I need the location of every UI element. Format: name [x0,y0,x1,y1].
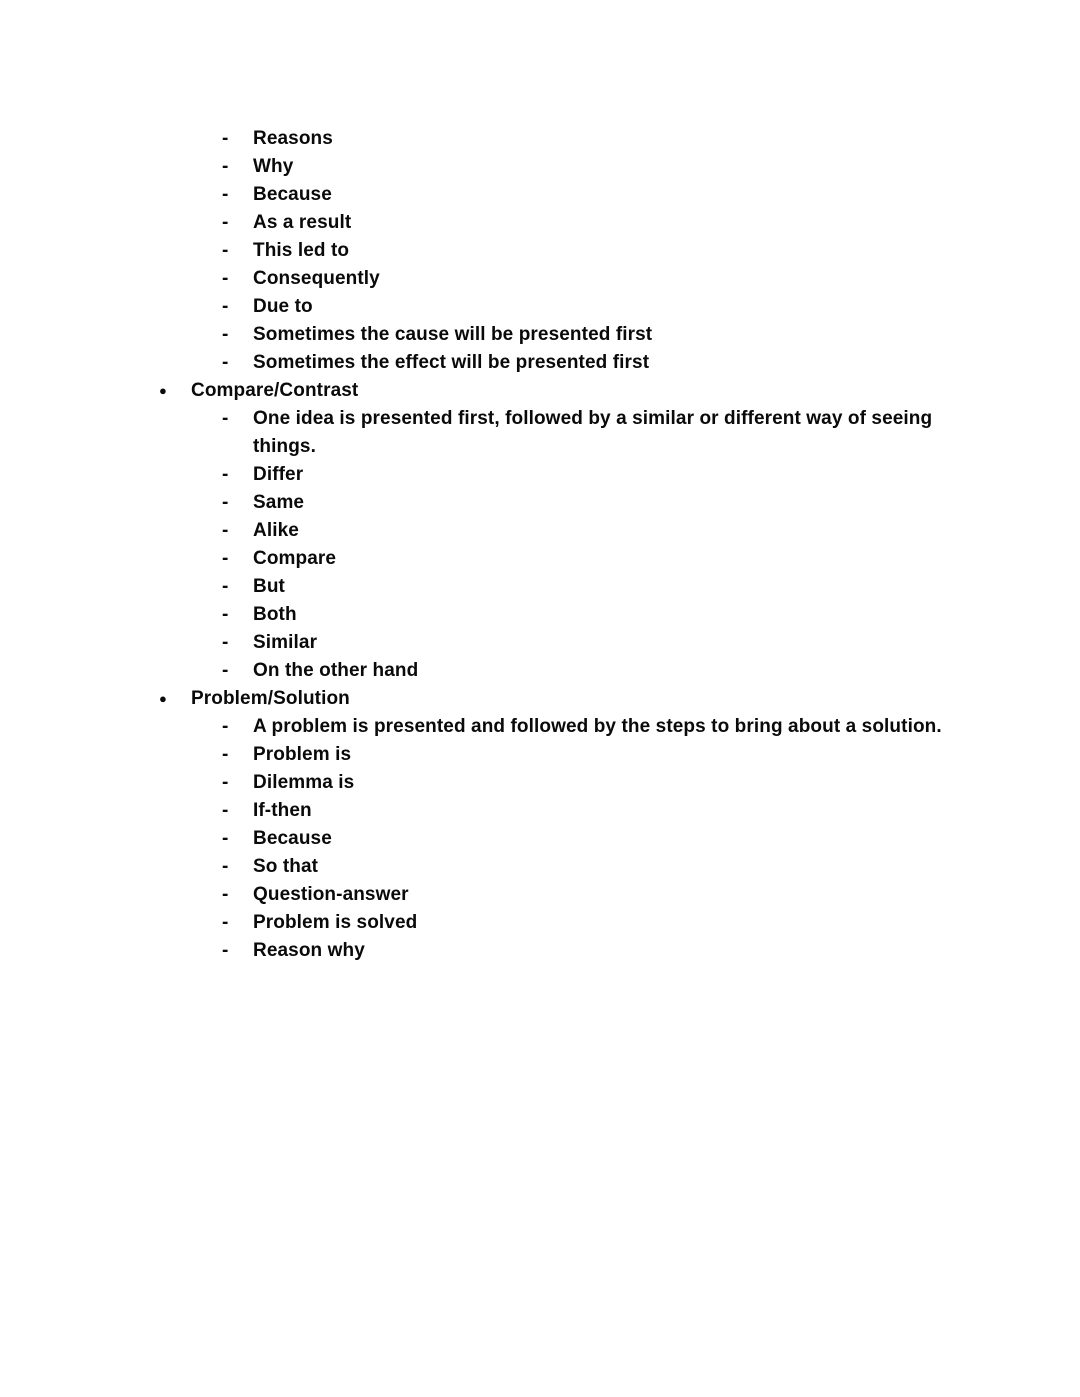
list-item-text: Because [253,828,332,849]
list-item [127,321,953,349]
dash-marker: - [222,240,229,261]
list-item-text: Consequently [253,268,380,289]
bullet-item [127,685,953,713]
dash-marker: - [222,268,229,289]
list-item-text: Due to [253,296,313,317]
list-item [127,741,953,769]
dash-marker: - [222,408,229,429]
list-item-text: Dilemma is [253,772,355,793]
list-item [127,601,953,629]
dash-marker: - [222,744,229,765]
list-item [127,797,953,825]
dash-marker: - [222,520,229,541]
list-item [127,349,953,377]
list-item-text: Alike [253,520,299,541]
bullet-item-text: Compare/Contrast [191,380,359,401]
list-item [127,825,953,853]
list-item [127,881,953,909]
list-item-text: On the other hand [253,660,419,681]
list-item [127,125,953,153]
dash-marker: - [222,940,229,961]
dash-marker: - [222,296,229,317]
dash-marker: - [222,828,229,849]
dash-marker: - [222,800,229,821]
list-item-text: Same [253,492,305,513]
dash-marker: - [222,604,229,625]
dash-marker: - [222,716,229,737]
list-item [127,209,953,237]
bullet-marker-icon: ● [159,691,167,706]
dash-marker: - [222,772,229,793]
list-item [127,153,953,181]
dash-marker: - [222,632,229,653]
list-item-text: This led to [253,240,350,261]
list-item [127,937,953,965]
list-item [127,573,953,601]
list-item-text: Compare [253,548,337,569]
list-item [127,629,953,657]
list-item [127,657,953,685]
dash-marker: - [222,128,229,149]
list-item-text: Problem is solved [253,912,418,933]
list-item-text: Reasons [253,128,333,149]
dash-marker: - [222,492,229,513]
list-item-text: A problem is presented and followed by the steps to bring about a solution. [253,716,942,737]
list-item [127,853,953,881]
list-item-text: So that [253,856,319,877]
list-item [127,265,953,293]
list-item-text: As a result [253,212,352,233]
list-item-text: If-then [253,800,312,821]
list-item [127,517,953,545]
list-item [127,713,953,741]
list-item-text: Because [253,184,332,205]
list-item [127,769,953,797]
list-item-text: One idea is presented first, followed by a similar or different way of seeing things. [253,408,933,457]
list-item [127,405,953,461]
list-item [127,909,953,937]
dash-marker: - [222,184,229,205]
list-item [127,489,953,517]
dash-marker: - [222,576,229,597]
list-item [127,545,953,573]
dash-marker: - [222,352,229,373]
dash-marker: - [222,464,229,485]
dash-marker: - [222,548,229,569]
list-item [127,293,953,321]
list-item-text: Both [253,604,297,625]
dash-marker: - [222,324,229,345]
list-item-text: Why [253,156,294,177]
list-item-text: But [253,576,285,597]
list-item [127,181,953,209]
dash-marker: - [222,156,229,177]
bullet-item-text: Problem/Solution [191,688,350,709]
bullet-marker-icon: ● [159,383,167,398]
dash-marker: - [222,212,229,233]
list-item [127,461,953,489]
list-item-text: Problem is [253,744,352,765]
dash-marker: - [222,912,229,933]
list-item-text: Similar [253,632,318,653]
list-item-text: Question-answer [253,884,409,905]
list-item-text: Reason why [253,940,365,961]
list-item-text: Differ [253,464,304,485]
dash-marker: - [222,856,229,877]
list-item-text: Sometimes the effect will be presented first [253,352,650,373]
document-content [127,125,953,965]
dash-marker: - [222,884,229,905]
list-item-text: Sometimes the cause will be presented first [253,324,653,345]
bullet-item [127,377,953,405]
list-item [127,237,953,265]
dash-marker: - [222,660,229,681]
